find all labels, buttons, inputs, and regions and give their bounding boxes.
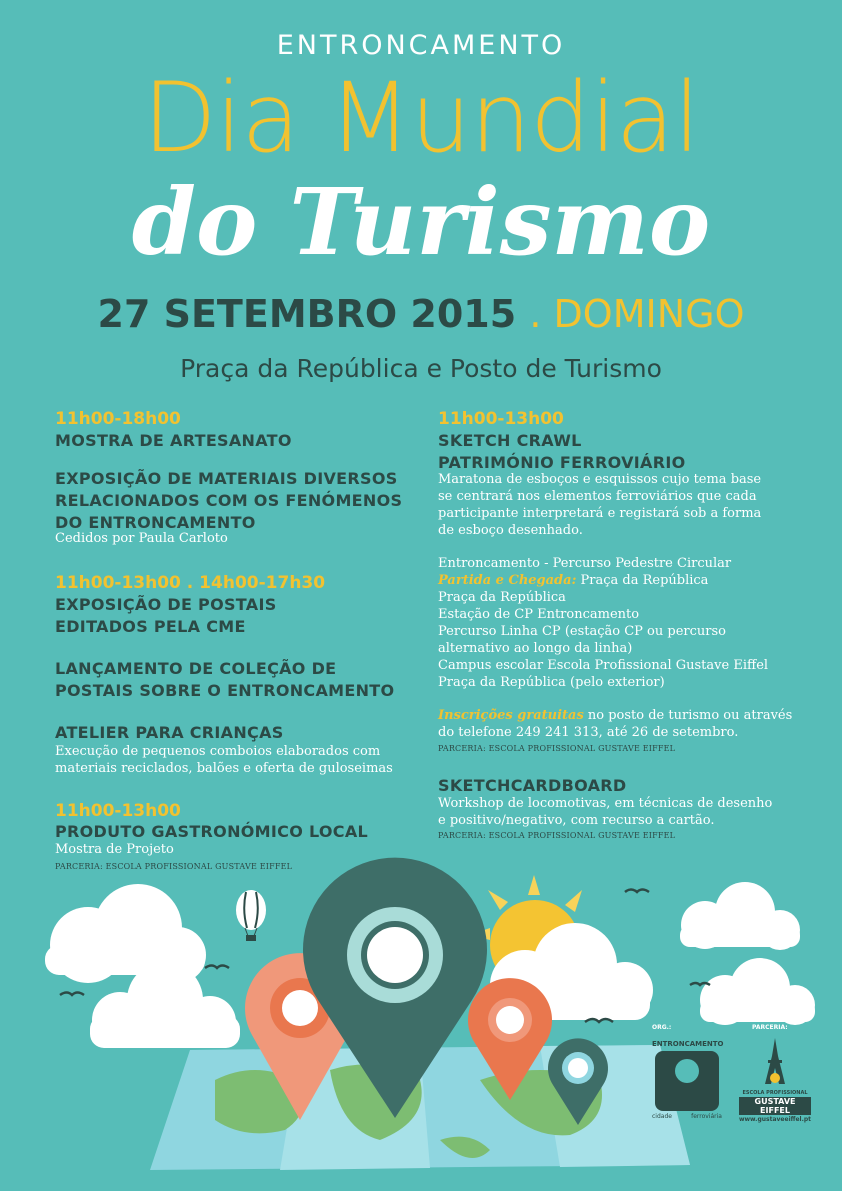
eiffel-school: ESCOLA PROFISSIONAL: [742, 1090, 808, 1096]
locomotive-icon: [655, 1051, 719, 1111]
cardboard-desc-1: Workshop de locomotivas, em técnicas de desenho: [438, 796, 773, 811]
sketchcardboard-title: SKETCHCARDBOARD: [438, 776, 627, 795]
postais-line-1: EXPOSIÇÃO DE POSTAIS: [55, 595, 277, 614]
time-block-1: 11h00-18h00: [55, 409, 181, 429]
parceria-label: PARCERIA:: [752, 1024, 788, 1031]
route-title: Entroncamento - Percurso Pedestre Circular: [438, 556, 732, 571]
entroncamento-logo: [652, 1040, 722, 1125]
produto-title: PRODUTO GASTRONÓMICO LOCAL: [55, 822, 369, 841]
inscricoes-line-1: [438, 708, 792, 725]
weekday-text: . DOMINGO: [529, 292, 745, 336]
mostra-artesanato: MOSTRA DE ARTESANATO: [55, 431, 292, 450]
produto-sub: Mostra de Projeto: [55, 842, 174, 857]
city-name: ENTRONCAMENTO: [276, 30, 566, 61]
date-text: 27 SETEMBRO 2015: [97, 292, 517, 336]
route-stop-2: Estação de CP Entroncamento: [438, 607, 640, 622]
eiffel-name: GUSTAVE EIFFEL: [739, 1097, 811, 1115]
title-line-1: Dia Mundial: [142, 62, 700, 174]
ent-ferroviaria: ferroviária: [691, 1113, 722, 1120]
expo-line-1: EXPOSIÇÃO DE MATERIAIS DIVERSOS: [55, 469, 398, 488]
gustave-eiffel-logo: [735, 1036, 815, 1126]
expo-credit: Cedidos por Paula Carloto: [55, 531, 228, 546]
expo-line-2: RELACIONADOS COM OS FENÓMENOS: [55, 491, 403, 510]
postais-line-2: EDITADOS PELA CME: [55, 617, 246, 636]
inscricoes-line-2: do telefone 249 241 313, até 26 de setembro.: [438, 725, 739, 740]
eiffel-tower-icon: [735, 1036, 815, 1086]
hot-air-balloon-icon: [236, 890, 266, 941]
parceria-2: PARCERIA: ESCOLA PROFISSIONAL GUSTAVE EIFFEL: [438, 831, 676, 840]
event-date: [0, 292, 842, 336]
sketch-desc-3: participante interpretará e registará sob a forma: [438, 506, 762, 521]
parceria-1: PARCERIA: ESCOLA PROFISSIONAL GUSTAVE EIFFEL: [438, 744, 676, 753]
sketch-desc-1: Maratona de esboços e esquissos cujo tema base: [438, 472, 762, 487]
route-stop-1: Praça da República: [438, 590, 566, 605]
smoke-icon: [675, 1059, 699, 1083]
route-stop-4: Campus escolar Escola Profissional Gustave Eiffel: [438, 658, 769, 673]
illustration: [0, 850, 842, 1191]
ent-logo-name: ENTRONCAMENTO: [652, 1040, 724, 1048]
cloud-right-icon: [680, 882, 800, 950]
inscricoes-rest: no posto de turismo ou através: [583, 708, 793, 723]
cloud-right-low-icon: [700, 958, 815, 1025]
produto-parceria: PARCERIA: ESCOLA PROFISSIONAL GUSTAVE EIFFEL: [55, 862, 293, 871]
sketch-crawl: SKETCH CRAWL: [438, 431, 582, 450]
route-start-value: Praça da República: [576, 573, 709, 588]
title-line-2: do Turismo: [131, 168, 711, 276]
route-start: [438, 573, 708, 590]
venue: Praça da República e Posto de Turismo: [180, 354, 662, 383]
inscricoes-label: Inscrições gratuitas: [438, 708, 584, 723]
atelier-desc-1: Execução de pequenos comboios elaborados com: [55, 744, 381, 759]
route-start-label: Partida e Chegada:: [438, 573, 577, 588]
lancamento-line-2: POSTAIS SOBRE O ENTRONCAMENTO: [55, 681, 395, 700]
lancamento-line-1: LANÇAMENTO DE COLEÇÃO DE: [55, 659, 337, 678]
org-label: ORG.:: [652, 1024, 672, 1031]
ent-cidade: cidade: [652, 1113, 672, 1120]
cardboard-desc-2: e positivo/negativo, com recurso a cartão.: [438, 813, 715, 828]
sketch-desc-4: de esboço desenhado.: [438, 523, 583, 538]
time-block-3: 11h00-13h00: [55, 801, 181, 821]
right-time: 11h00-13h00: [438, 409, 564, 429]
atelier-desc-2: materiais reciclados, balões e oferta de guloseimas: [55, 761, 393, 776]
eiffel-url: www.gustaveeiffel.pt: [738, 1116, 812, 1123]
atelier-title: ATELIER PARA CRIANÇAS: [55, 723, 284, 742]
time-block-2: 11h00-13h00 . 14h00-17h30: [55, 573, 326, 593]
route-stop-5: Praça da República (pelo exterior): [438, 675, 665, 690]
sketch-desc-2: se centrará nos elementos ferroviários que cada: [438, 489, 757, 504]
route-stop-3a: Percurso Linha CP (estação CP ou percurso: [438, 624, 726, 639]
patrimonio: PATRIMÓNIO FERROVIÁRIO: [438, 453, 686, 472]
route-stop-3b: alternativo ao longo da linha): [438, 641, 633, 656]
expo-line-3: DO ENTRONCAMENTO: [55, 513, 256, 532]
